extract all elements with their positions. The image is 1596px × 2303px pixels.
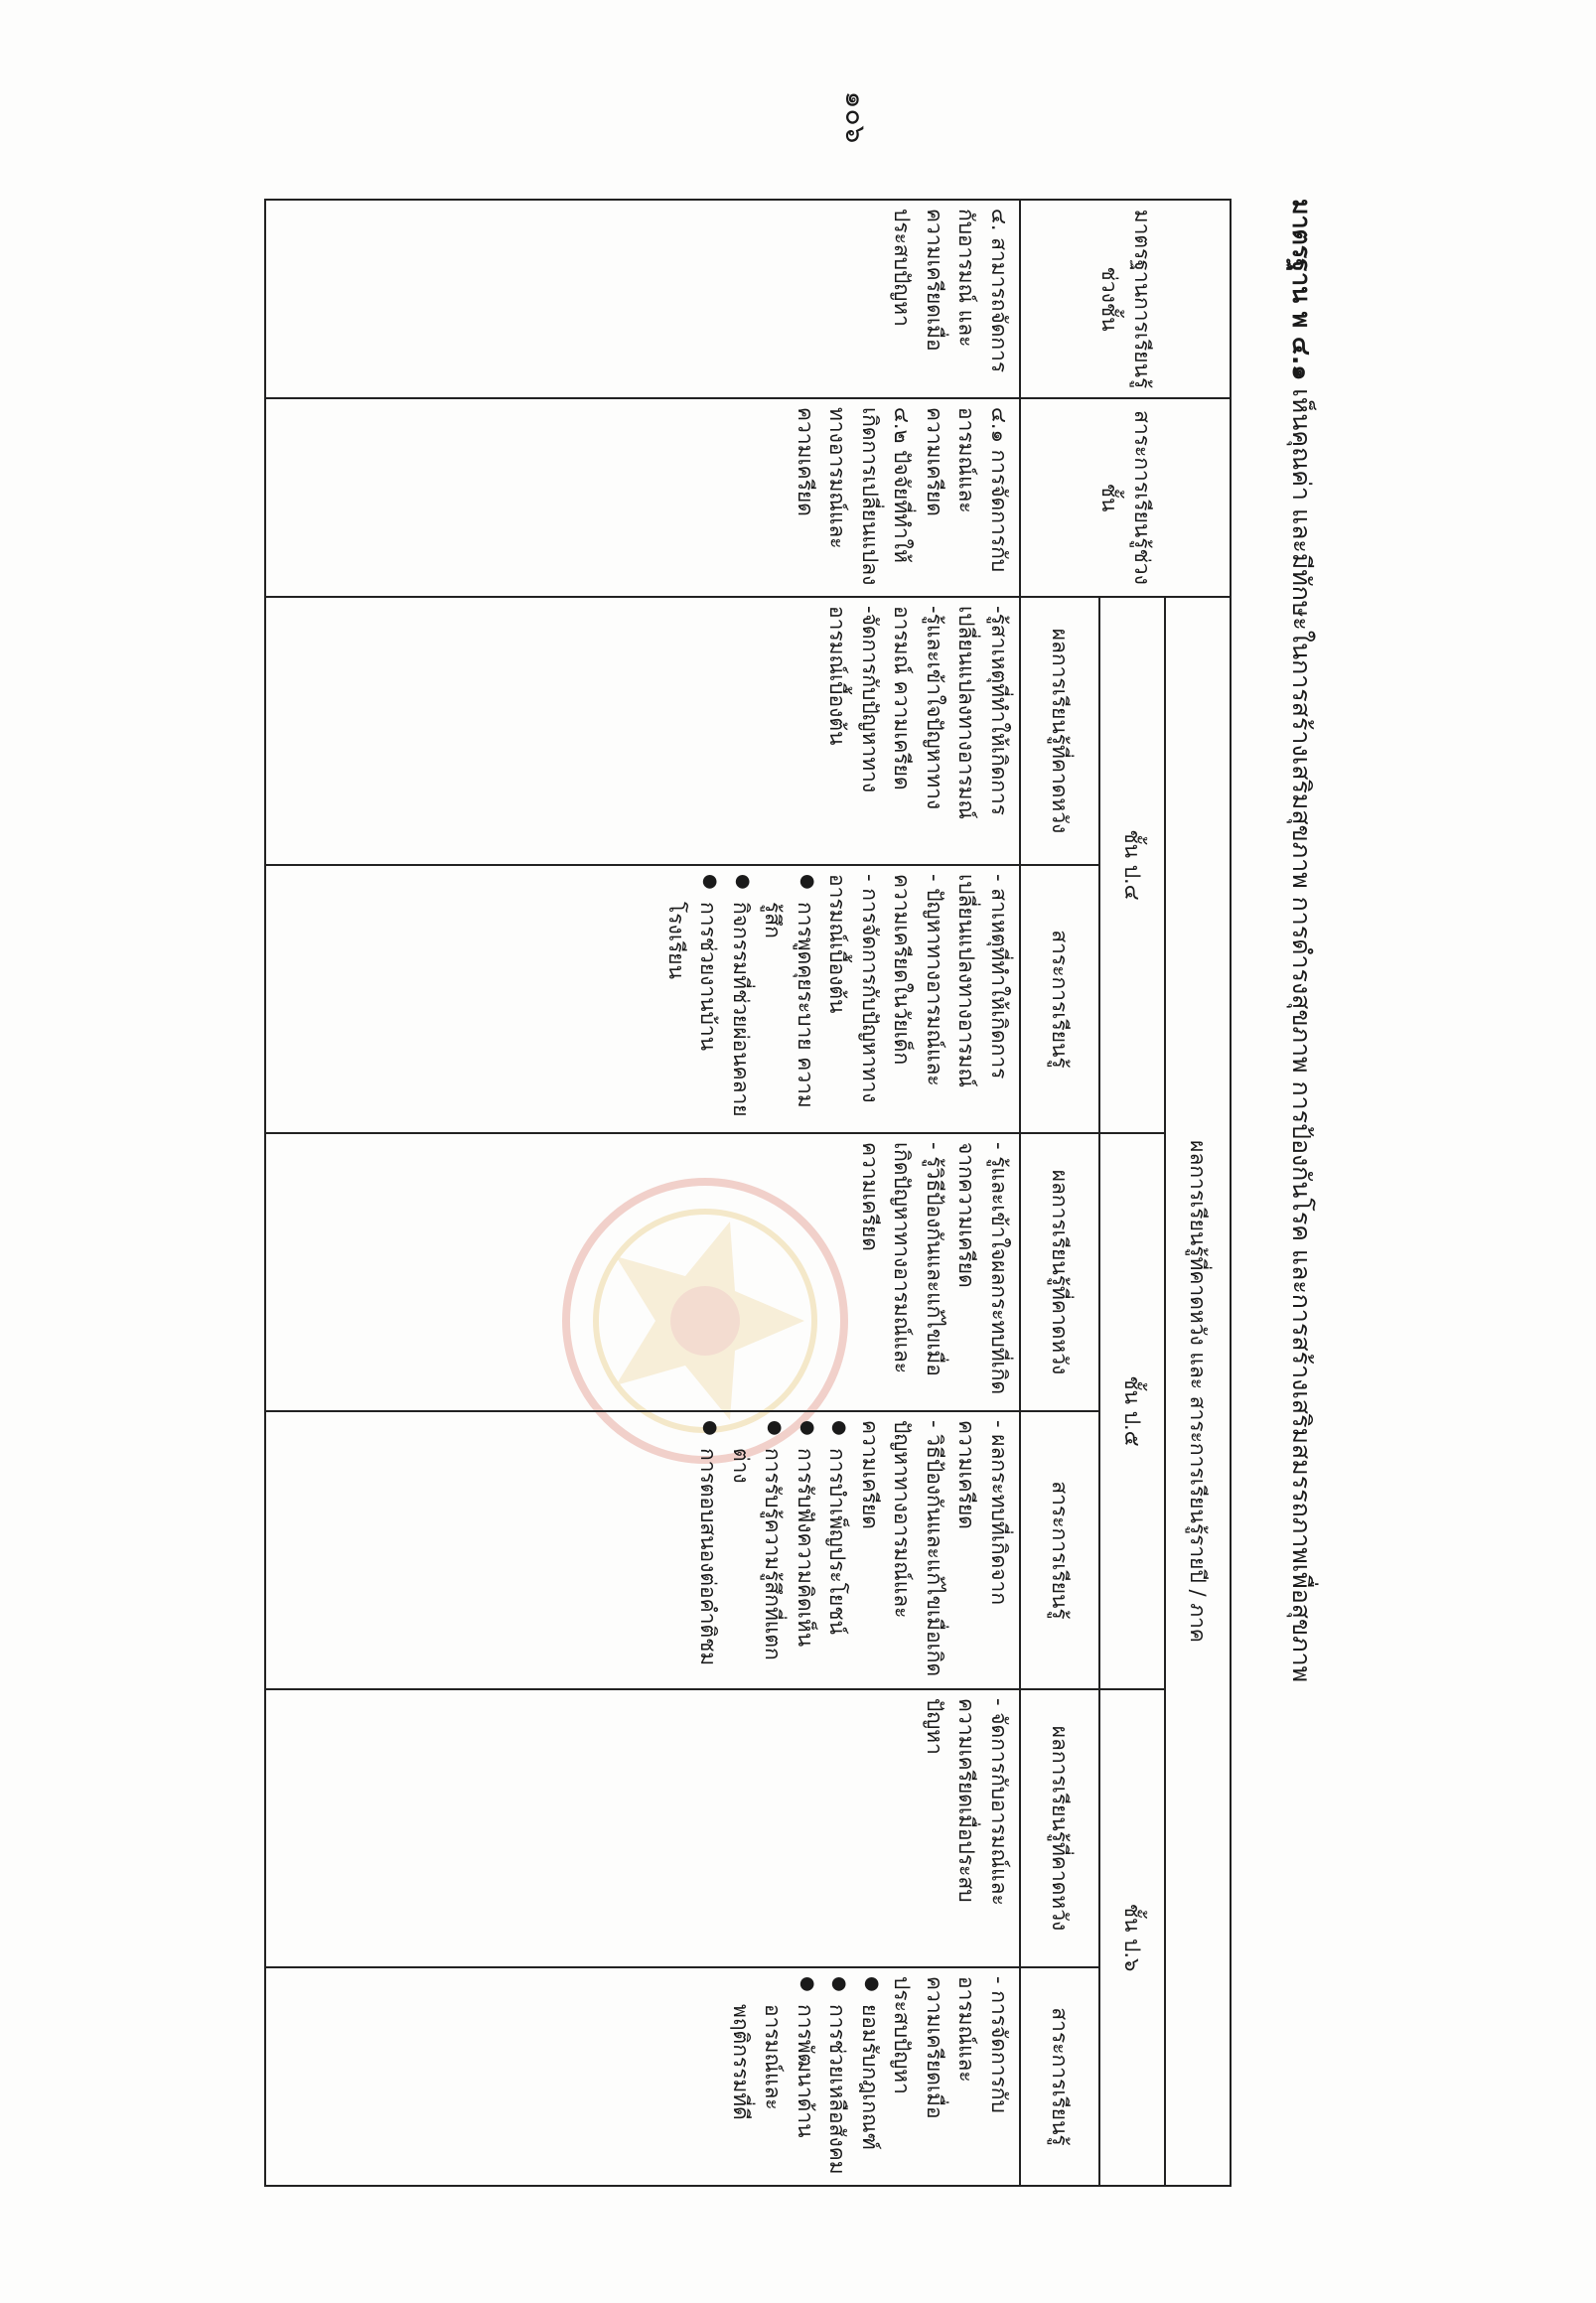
heading-text: เห็นคุณค่า และมีทักษะในการสร้างเสริมสุขภาพ การดำรงสุขภาพ การป้องกันโรค และการสร้างเสริมสมรรถภาพเพื่อสุขภาพ [1287,388,1316,1683]
bullet-item: ● การรับฟังความคิดเห็น [789,1420,821,1680]
curriculum-table [264,199,1232,2187]
cell-core-content [265,398,1020,597]
cell-p4-outcome [265,597,1020,865]
cell-p6-outcome [265,1689,1020,1967]
bullet-item: ● การพูดคุยระบาย ความรู้สึก [757,874,821,1124]
content-item: - การจัดการกับปัญหาทางอารมณ์เบื้องต้น [825,874,882,1103]
bullet-item: ● การช่วยงานบ้าน โรงเรียน [659,874,724,1124]
table-row [265,200,1020,2186]
core-item: ๔.๑ การจัดการกับอารมณ์และความเครียด [922,407,1011,573]
header-grade-p5: ชั้น ป.๕ [1099,1133,1165,1689]
heading-label: มาตรฐาน พ ๔.๑ [1287,199,1316,381]
bullet-item: ● การพัฒนาด้านอารมณ์และพฤติกรรมที่ดี [724,1976,821,2177]
header-core-content: สาระการเรียนรู้ช่วงชั้น [1020,398,1231,597]
subheader-p5-outcome: ผลการเรียนรู้ที่คาดหวัง [1020,1133,1099,1411]
header-grade-p4: ชั้น ป.๔ [1099,597,1165,1133]
core-item: ๔.๒ ปัจจัยที่ทำให้เกิดการเปลี่ยนแปลงทางอารมณ์และความเครียด [793,407,915,586]
content-item: - ผลกระทบที่เกิดจากความเครียด [954,1420,1011,1606]
cell-p5-outcome [265,1133,1020,1411]
subheader-p4-content: สาระการเรียนรู้ [1020,865,1099,1133]
page-number: ๑๐๖ [839,90,872,144]
bullet-item: ● ยอมรับกฎเกณฑ์ [853,1976,886,2177]
outcome-item: - รู้วิธีป้องกันและแก้ไขเมื่อเกิดปัญหาทางอารมณ์และ ความเครียด [857,1142,946,1376]
bullet-item: ● การตอบสนองต่อคำติชม [692,1420,725,1680]
content-item: - สาเหตุที่ทำให้เกิดการเปลี่ยนแปลงทางอารมณ์ [954,874,1011,1087]
cell-p5-content [265,1411,1020,1689]
bullet-item: ● การช่วยเหลือสังคม [821,1976,854,2177]
content-item: - การจัดการกับอารมณ์และความเครียดเมื่อประสบปัญหา [890,1976,1011,2119]
outcome-item: - รู้และเข้าใจผลกระทบที่เกิดจากความเครียด [954,1142,1011,1395]
outcome-item: -รู้สาเหตุที่ทำให้เกิดการเปลี่ยนแปลงทางอารมณ์ [954,606,1011,819]
bullet-item: ● การรับรู้ความรู้สึกที่แตกต่าง [724,1420,789,1680]
content-item: - ปัญหาทางอารมณ์และ ความเครียดในวัยเด็ก [890,874,946,1086]
header-row [1165,200,1231,2186]
subheader-p6-content: สาระการเรียนรู้ [1020,1967,1099,2186]
rotated-content [199,199,1331,2185]
subheader-p4-outcome: ผลการเรียนรู้ที่คาดหวัง [1020,597,1099,865]
outcome-item: - จัดการกับอารมณ์และความเครียดเมื่อประสบปัญหา [922,1698,1011,1906]
standard-heading [1271,199,1331,2185]
cell-p4-content [265,865,1020,1133]
cell-p6-content [265,1967,1020,2186]
standard-text: ๔. สามารถจัดการกับอารมณ์ และความเครียดเมื่อประสบปัญหา [890,209,1011,373]
outcome-item: -จัดการกับปัญหาทางอารมณ์เบื้องต้น [825,606,882,793]
subheader-p5-content: สาระการเรียนรู้ [1020,1411,1099,1689]
subheader-p6-outcome: ผลการเรียนรู้ที่คาดหวัง [1020,1689,1099,1967]
bullet-item: ● กิจกรรมที่ช่วยผ่อนคลาย [724,874,757,1124]
header-grade-p6: ชั้น ป.๖ [1099,1689,1165,2186]
bullet-item: ● การบำเพ็ญประโยชน์ [821,1420,854,1680]
header-standard: มาตรฐานการเรียนรู้ช่วงชั้น [1020,200,1231,398]
outcome-item: -รู้และเข้าใจปัญหาทางอารมณ์ ความเครียด [890,606,946,810]
content-item: - วิธีป้องกันและแก้ไขเมื่อเกิดปัญหาทางอารมณ์และความเครียด [857,1420,946,1677]
cell-standard [265,200,1020,398]
header-outcomes-group: ผลการเรียนรู้ที่คาดหวัง และ สาระการเรียนรู้รายปี / ภาค [1165,597,1231,2186]
